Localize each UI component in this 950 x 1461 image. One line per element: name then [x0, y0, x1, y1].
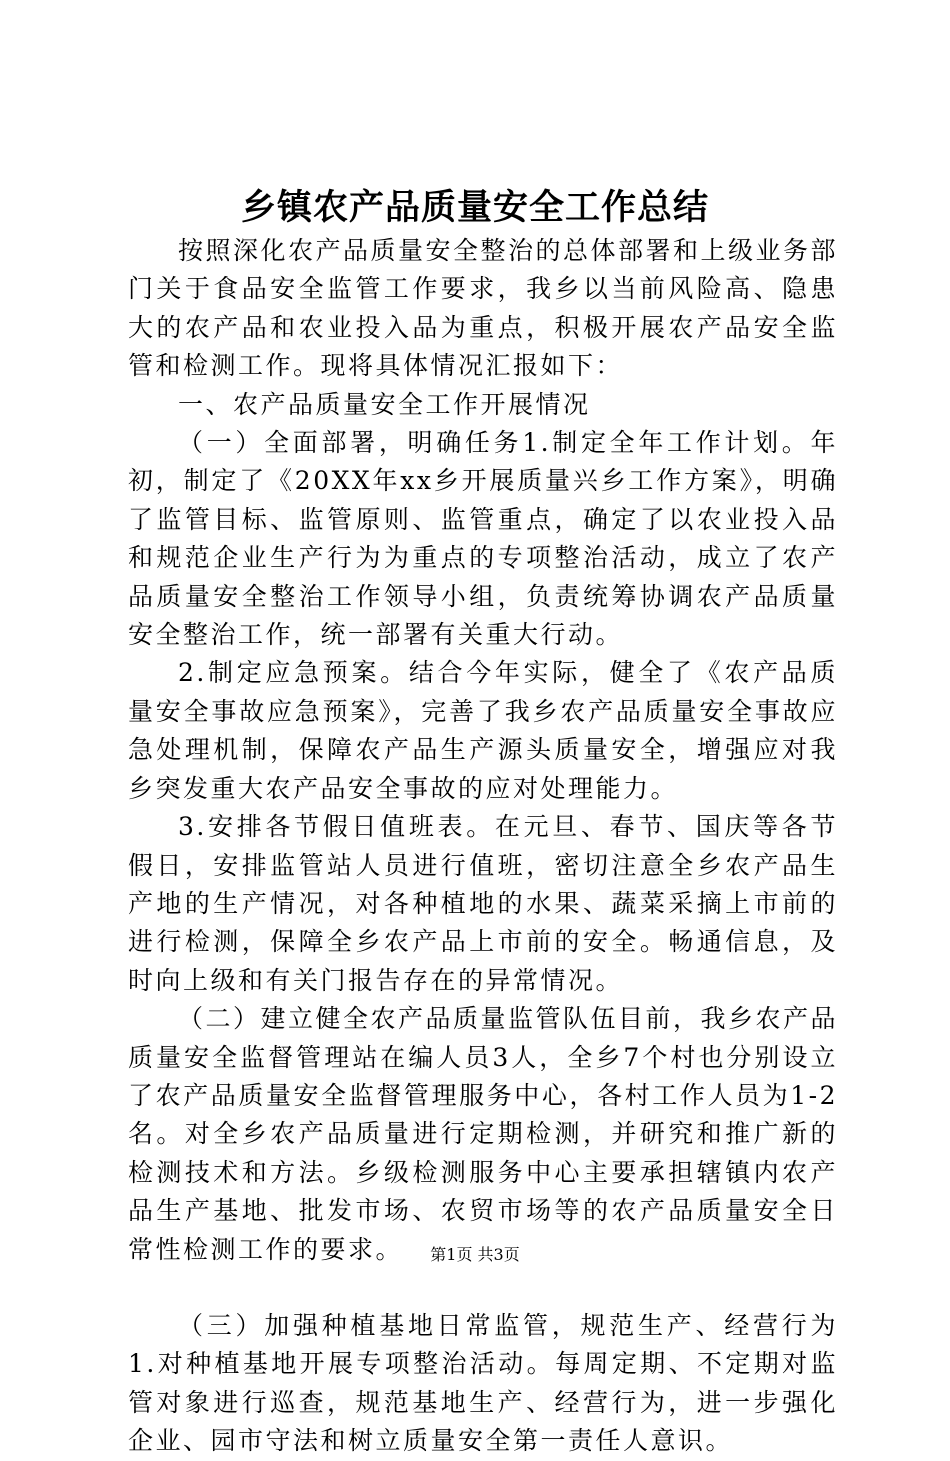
paragraph-deployment: （一）全面部署，明确任务1.制定全年工作计划。年初，制定了《20XX年xx乡开展质量兴乡工作方案》，明确了监管目标、监管原则、监管重点，确定了以农业投入品和规范企业生产行为为重点的专项整治活动，成立了农产品质量安全整治工作领导小组，负责统筹协调农产品质量安全整治工作，统一部署有关重大行动。	[128, 428, 838, 650]
section-heading-1: 一、农产品质量安全工作开展情况	[178, 389, 591, 419]
document-title: 乡镇农产品质量安全工作总结	[240, 187, 709, 228]
page-footer: 第1页 共3页	[430, 1245, 520, 1264]
paragraph-holiday-duty: 3.安排各节假日值班表。在元旦、春节、国庆等各节假日，安排监管站人员进行值班，密切注意全乡农产品生产地的生产情况，对各种植地的水果、蔬菜采摘上市前的进行检测，保障全乡农产品上市前的安全。畅通信息，及时向上级和有关门报告存在的异常情况。	[128, 812, 838, 995]
paragraph-planting-base: （三）加强种植基地日常监管，规范生产、经营行为1.对种植基地开展专项整治活动。每周定期、不定期对监管对象进行巡查，规范基地生产、经营行为，进一步强化企业、园市守法和树立质量安全第一责任人意识。	[128, 1310, 838, 1456]
document-body	[128, 232, 838, 1461]
paragraph-supervision-team: （二）建立健全农产品质量监管队伍目前，我乡农产品质量安全监督管理站在编人员3人，全乡7个村也分别设立了农产品质量安全监督管理服务中心，各村工作人员为1-2名。对全乡农产品质量进行定期检测，并研究和推广新的检测技术和方法。乡级检测服务中心主要承担辖镇内农产品生产基地、批发市场、农贸市场等的农产品质量安全日常性检测工作的要求。	[128, 1004, 839, 1264]
paragraph-intro: 按照深化农产品质量安全整治的总体部署和上级业务部门关于食品安全监管工作要求，我乡以当前风险高、隐患大的农产品和农业投入品为重点，积极开展农产品安全监管和检测工作。现将具体情况汇报如下：	[128, 236, 839, 381]
paragraph-emergency-plan: 2.制定应急预案。结合今年实际，健全了《农产品质量安全事故应急预案》，完善了我乡农产品质量安全事故应急处理机制，保障农产品生产源头质量安全，增强应对我乡突发重大农产品安全事故的应对处理能力。	[128, 658, 838, 803]
